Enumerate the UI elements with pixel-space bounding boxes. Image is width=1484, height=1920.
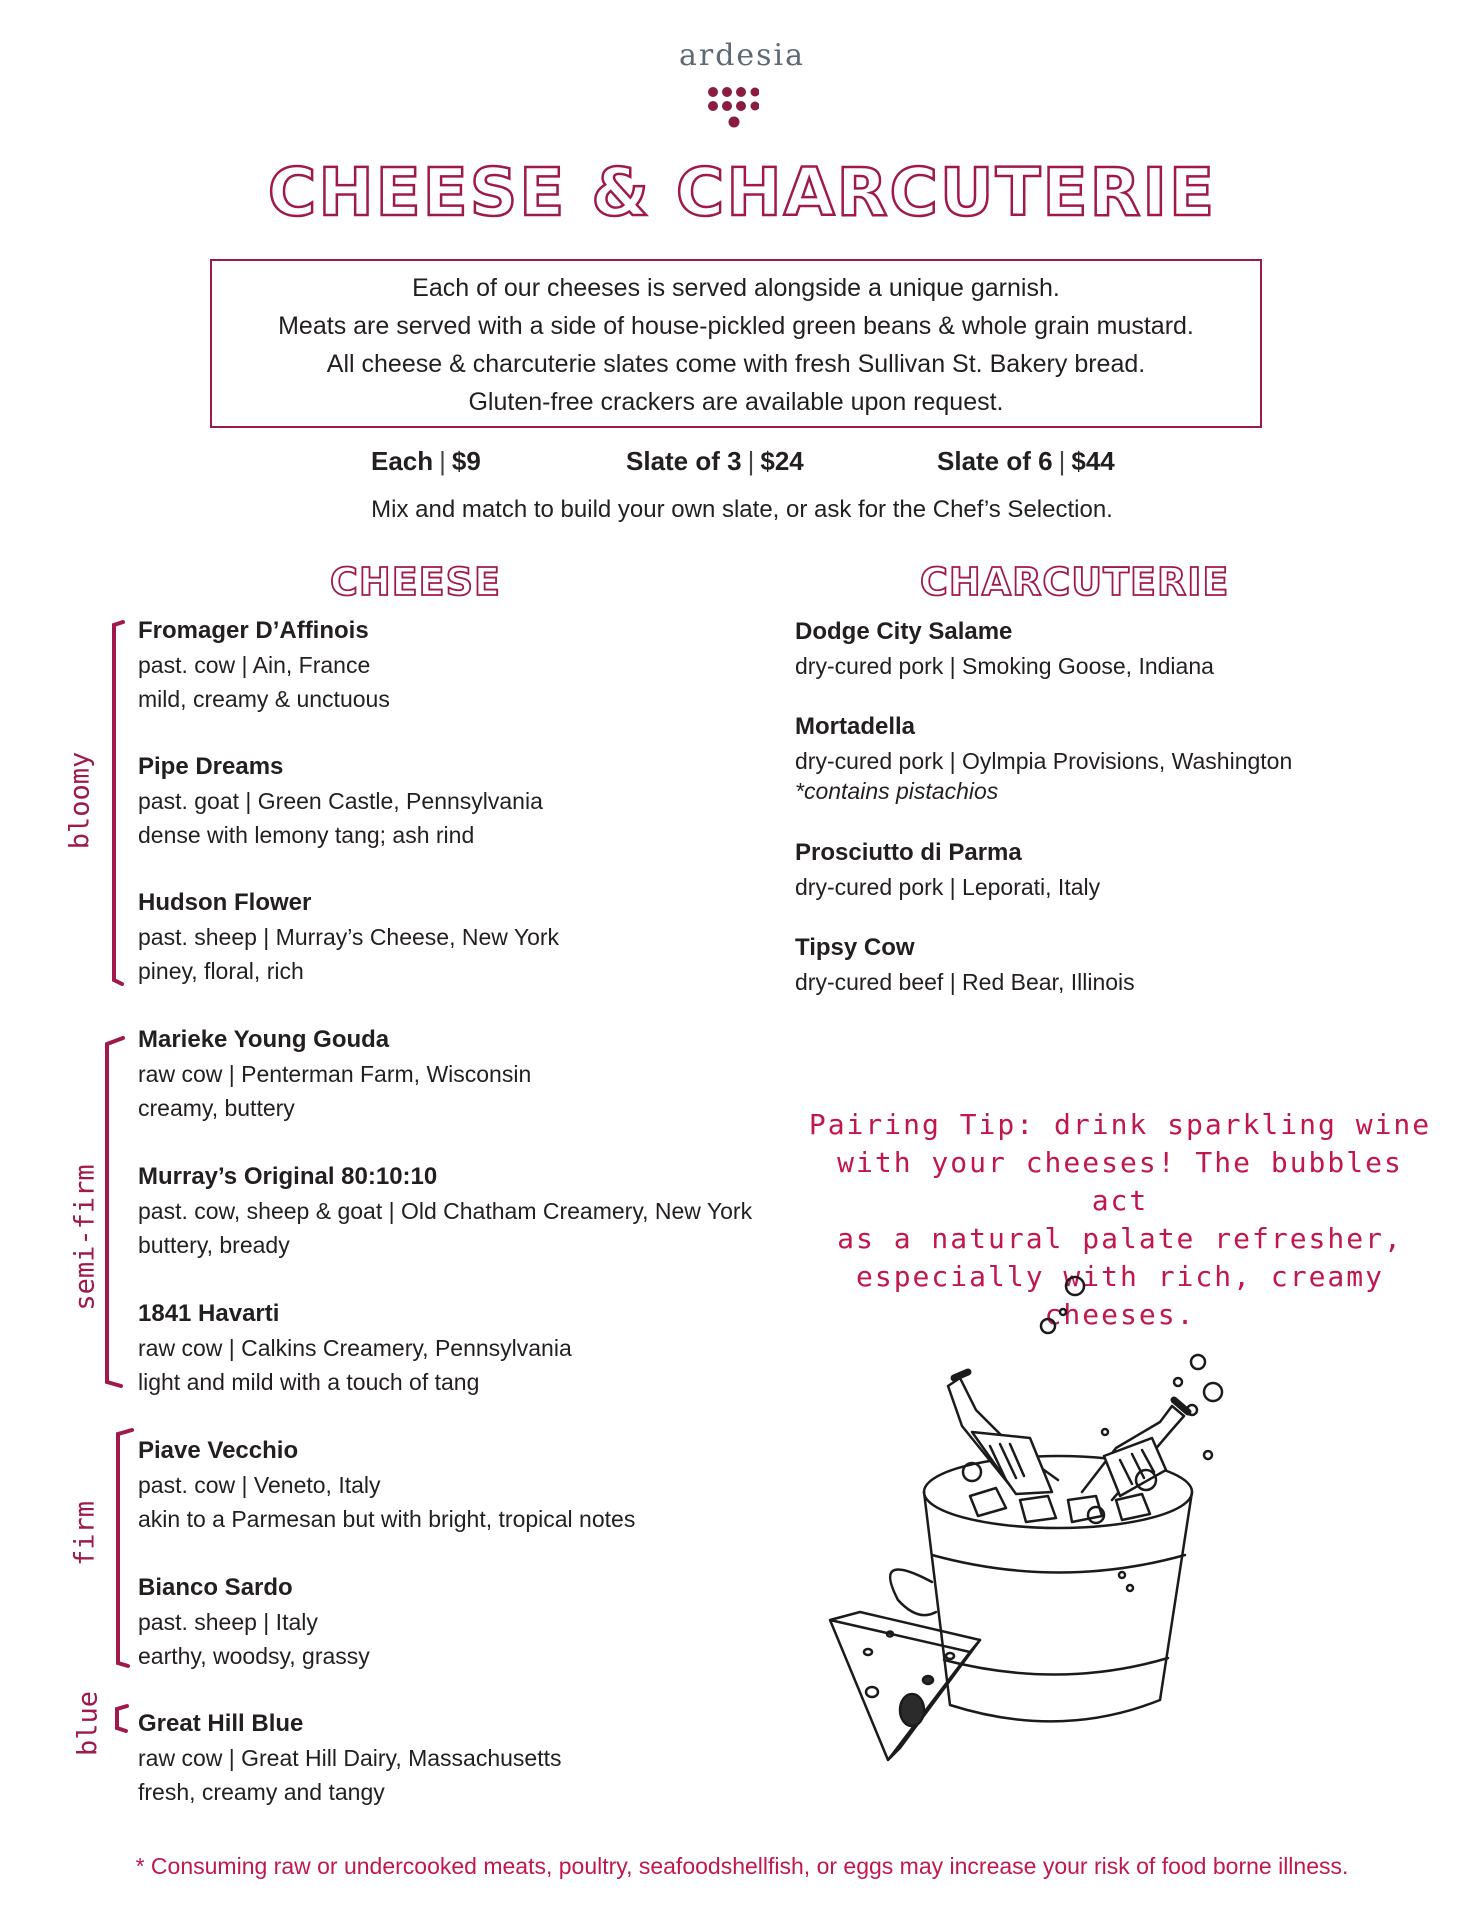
- info-line: Gluten-free crackers are available upon request.: [468, 388, 1004, 416]
- info-line: Each of our cheeses is served alongside a unique garnish.: [412, 274, 1060, 302]
- price-label: Slate of 3: [626, 446, 742, 476]
- champagne-bucket-illustration: [820, 1260, 1320, 1780]
- item-desc: earthy, woodsy, grassy: [138, 1643, 370, 1669]
- item-origin: past. cow, sheep & goat | Old Chatham Creamery, New York: [138, 1198, 753, 1224]
- brand-logo-text: ardesia: [678, 38, 806, 73]
- item-origin: past. cow | Ain, France: [138, 652, 371, 678]
- item-name: 1841 Havarti: [138, 1300, 280, 1327]
- mix-note: Mix and match to build your own slate, or ask for the Chef’s Selection.: [371, 496, 1113, 523]
- price-each: Each | $9: [371, 446, 481, 476]
- item-origin: raw cow | Great Hill Dairy, Massachusetts: [138, 1745, 562, 1771]
- pairing-tip-line: especially with rich, creamy cheeses.: [855, 1260, 1384, 1331]
- cheese-item: [138, 1160, 752, 1262]
- price-slate-6: Slate of 6 | $44: [937, 446, 1115, 476]
- cheese-item: [138, 1023, 531, 1125]
- item-origin: dry-cured pork | Oylmpia Provisions, Washington: [795, 748, 1293, 774]
- item-origin: dry-cured pork | Smoking Goose, Indiana: [795, 653, 1214, 679]
- pairing-tip-line: as a natural palate refresher,: [837, 1222, 1403, 1255]
- cheese-item: [138, 1707, 562, 1809]
- category-label-firm: firm: [69, 1500, 101, 1567]
- category-label-bloomy: bloomy: [64, 751, 96, 850]
- category-label-blue: blue: [72, 1690, 104, 1757]
- info-box: [210, 259, 1262, 428]
- item-origin: dry-cured beef | Red Bear, Illinois: [795, 969, 1135, 995]
- charcuterie-item: [795, 710, 1292, 804]
- grape-logo-icon: [707, 86, 759, 132]
- item-origin: past. cow | Veneto, Italy: [138, 1472, 381, 1498]
- item-desc: akin to a Parmesan but with bright, tropical notes: [138, 1506, 636, 1532]
- charcuterie-item: [795, 836, 1100, 904]
- item-name: Piave Vecchio: [138, 1437, 299, 1464]
- cheese-item: [138, 886, 559, 988]
- item-desc: fresh, creamy and tangy: [138, 1779, 385, 1805]
- cheese-item: [138, 750, 543, 852]
- item-name: Fromager D’Affinois: [138, 617, 369, 644]
- item-origin: past. goat | Green Castle, Pennsylvania: [138, 788, 543, 814]
- price-label: Each: [371, 446, 434, 476]
- price-value: $44: [1071, 446, 1115, 476]
- cheese-item: [138, 1571, 370, 1673]
- item-name: Bianco Sardo: [138, 1574, 293, 1601]
- item-origin: past. sheep | Murray’s Cheese, New York: [138, 924, 560, 950]
- item-origin: raw cow | Calkins Creamery, Pennsylvania: [138, 1335, 572, 1361]
- item-desc: buttery, bready: [138, 1232, 290, 1258]
- cheese-item: [138, 614, 390, 716]
- info-line: All cheese & charcuterie slates come with fresh Sullivan St. Bakery bread.: [326, 350, 1146, 378]
- charcuterie-item: [795, 615, 1214, 683]
- item-desc: light and mild with a touch of tang: [138, 1369, 480, 1395]
- item-name: Murray’s Original 80:10:10: [138, 1163, 438, 1190]
- item-note: *contains pistachios: [795, 778, 999, 804]
- pairing-tip-line: Pairing Tip: drink sparkling wine: [808, 1108, 1432, 1141]
- cheese-item: [138, 1434, 635, 1536]
- item-origin: dry-cured pork | Leporati, Italy: [795, 874, 1101, 900]
- item-desc: creamy, buttery: [138, 1095, 295, 1121]
- item-name: Mortadella: [795, 713, 916, 740]
- item-desc: mild, creamy & unctuous: [138, 686, 390, 712]
- cheese-item: [138, 1297, 572, 1399]
- charcuterie-item: [795, 931, 1135, 999]
- item-desc: dense with lemony tang; ash rind: [138, 822, 475, 848]
- item-name: Marieke Young Gouda: [138, 1026, 390, 1053]
- price-value: $24: [760, 446, 804, 476]
- item-origin: raw cow | Penterman Farm, Wisconsin: [138, 1061, 532, 1087]
- page-title: CHEESE & CHARCUTERIE: [267, 154, 1217, 231]
- food-safety-footnote: * Consuming raw or undercooked meats, poultry, seafoodshellfish, or eggs may increase your risk of food borne illness.: [135, 1853, 1349, 1879]
- item-origin: past. sheep | Italy: [138, 1609, 318, 1635]
- item-name: Great Hill Blue: [138, 1710, 304, 1737]
- item-name: Hudson Flower: [138, 889, 312, 916]
- item-name: Pipe Dreams: [138, 753, 284, 780]
- item-name: Tipsy Cow: [795, 934, 915, 961]
- info-line: Meats are served with a side of house-pickled green beans & whole grain mustard.: [278, 312, 1194, 340]
- item-name: Dodge City Salame: [795, 618, 1013, 645]
- charcuterie-heading: CHARCUTERIE: [920, 560, 1230, 604]
- price-label: Slate of 6: [937, 446, 1053, 476]
- price-slate-3: Slate of 3 | $24: [626, 446, 804, 476]
- price-value: $9: [451, 446, 481, 476]
- cheese-heading: CHEESE: [330, 560, 501, 604]
- item-desc: piney, floral, rich: [138, 958, 304, 984]
- item-name: Prosciutto di Parma: [795, 839, 1022, 866]
- pairing-tip-line: with your cheeses! The bubbles act: [837, 1146, 1403, 1217]
- category-label-semi-firm: semi-firm: [69, 1164, 101, 1311]
